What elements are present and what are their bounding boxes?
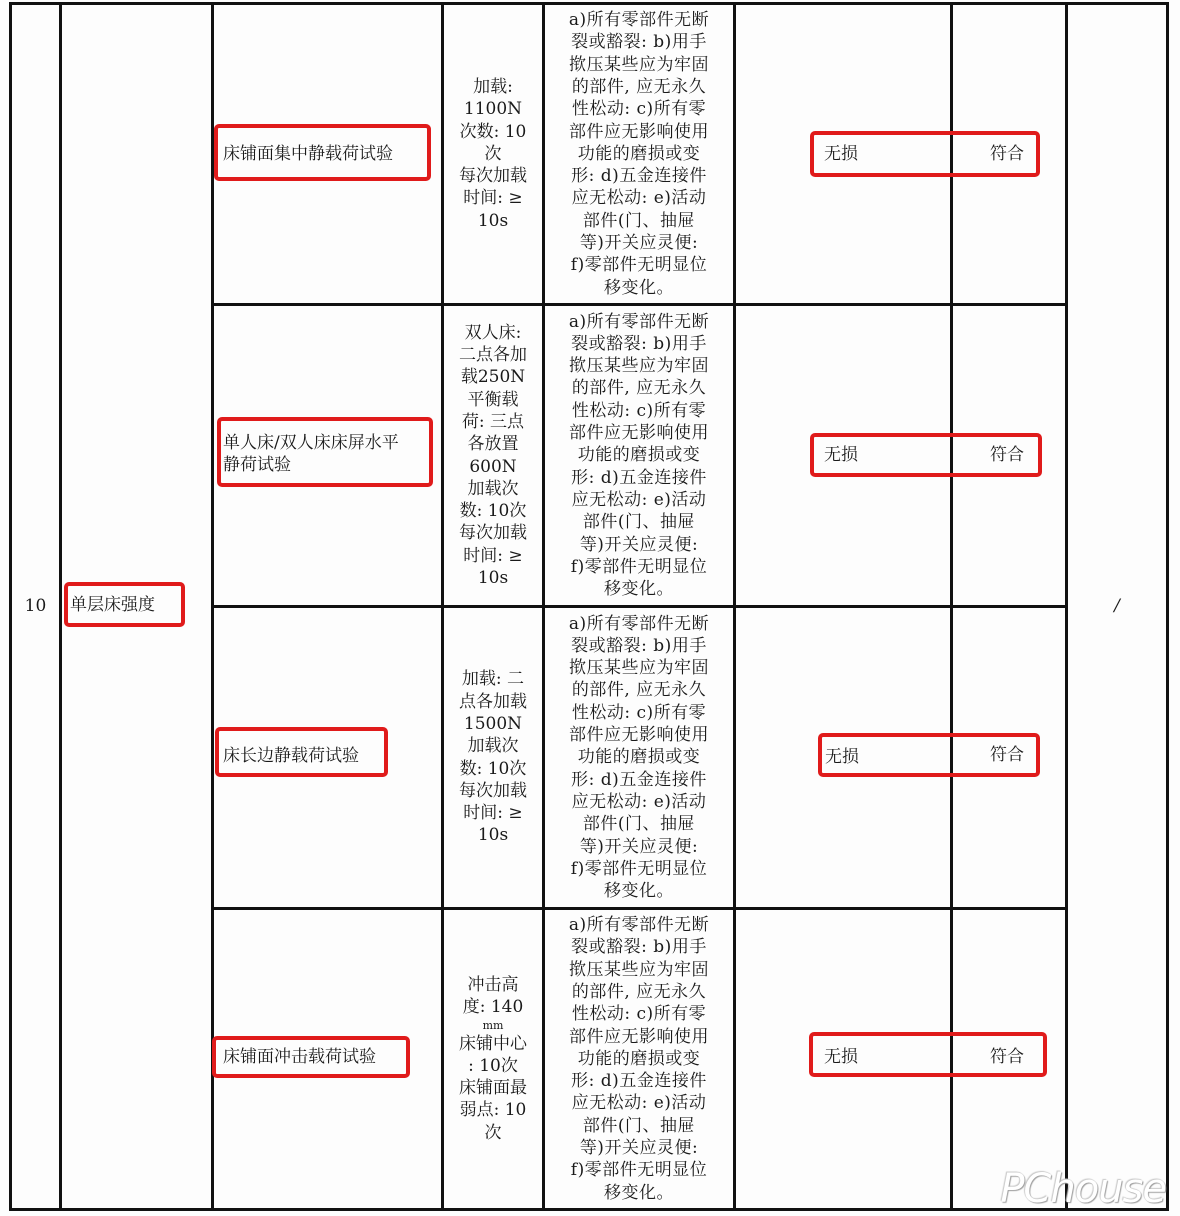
verdict: 符合 (990, 144, 1024, 164)
col-border (1166, 2, 1169, 1211)
test-name-line: 静荷试验 (223, 455, 291, 475)
test-result: 无损 (824, 1047, 858, 1067)
criteria-line: 形: d)五金连接件 (571, 769, 707, 790)
criteria-line: 应无松动: e)活动 (571, 188, 707, 209)
criteria-line: 形: d)五金连接件 (571, 467, 707, 488)
condition-line: 加载次 (467, 478, 519, 499)
criteria-line: f)零部件无明显位 (570, 858, 708, 879)
criteria-line: a)所有零部件无断 (568, 10, 710, 31)
condition-line: 加载: (473, 76, 513, 97)
criteria-line: 的部件, 应无永久 (571, 76, 707, 97)
condition-line: 载250N (460, 367, 526, 388)
item-number: 10 (24, 596, 47, 617)
criteria-line: 功能的磨损或变 (577, 445, 701, 466)
test-name (223, 432, 399, 476)
verdict: 符合 (990, 445, 1024, 465)
condition-line: 每次加载 (459, 523, 527, 544)
criteria-line: 移变化。 (604, 881, 674, 902)
criteria-line: 移变化。 (604, 1182, 674, 1203)
criteria-line: 功能的磨损或变 (577, 747, 701, 768)
test-condition (444, 5, 542, 303)
test-name: 床铺面集中静载荷试验 (223, 144, 393, 164)
remark-cell (1068, 5, 1166, 1208)
item-number-cell (12, 5, 59, 1208)
test-condition (444, 910, 542, 1208)
acceptance-criteria (545, 5, 733, 303)
category-label: 单层床强度 (70, 595, 155, 615)
acceptance-criteria (545, 306, 733, 605)
test-result: 无损 (824, 144, 858, 164)
table-bottom-border (9, 1208, 1169, 1211)
condition-line: 1100N (463, 99, 523, 120)
condition-line: : 10次 (468, 1055, 518, 1076)
condition-line: 床铺中心 (459, 1033, 527, 1054)
condition-line: 1500N (463, 713, 523, 734)
criteria-line: 应无松动: e)活动 (571, 1093, 707, 1114)
condition-line: 二点各加 (459, 345, 527, 366)
criteria-line: 部件(门、抽屉 (582, 814, 696, 835)
condition-line: 时间: ≥ (463, 545, 523, 566)
condition-line: 每次加载 (459, 166, 527, 187)
condition-line: 数: 10次 (459, 758, 527, 779)
criteria-line: 等)开关应灵便: (579, 1138, 699, 1159)
condition-line: 次数: 10 (459, 121, 527, 142)
condition-line: 弱点: 10 (459, 1100, 527, 1121)
criteria-line: 性松动: c)所有零 (571, 1004, 707, 1025)
test-name-line: 单人床/双人床床屏水平 (223, 433, 399, 453)
criteria-line: 部件(门、抽屉 (582, 512, 696, 533)
criteria-line: 部件应无影响使用 (569, 423, 709, 444)
criteria-line: 裂或豁裂: b)用手 (571, 333, 707, 354)
criteria-line: 形: d)五金连接件 (571, 166, 707, 187)
criteria-line: 裂或豁裂: b)用手 (571, 937, 707, 958)
condition-line: 10s (477, 210, 509, 231)
criteria-line: 部件应无影响使用 (569, 121, 709, 142)
criteria-line: 移变化。 (604, 277, 674, 298)
criteria-line: 部件应无影响使用 (569, 1026, 709, 1047)
criteria-line: 性松动: c)所有零 (571, 99, 707, 120)
criteria-line: 功能的磨损或变 (577, 1048, 701, 1069)
criteria-line: 移变化。 (604, 579, 674, 600)
criteria-line: 揿压某些应为牢固 (569, 54, 709, 75)
test-condition (444, 306, 542, 605)
criteria-line: a)所有零部件无断 (568, 915, 710, 936)
criteria-line: a)所有零部件无断 (568, 311, 710, 332)
condition-line: 数: 10次 (459, 501, 527, 522)
criteria-line: 的部件, 应无永久 (571, 378, 707, 399)
criteria-line: 等)开关应灵便: (579, 233, 699, 254)
criteria-line: 揿压某些应为牢固 (569, 356, 709, 377)
criteria-line: 裂或豁裂: b)用手 (571, 635, 707, 656)
criteria-line: 功能的磨损或变 (577, 143, 701, 164)
test-result: 无损 (825, 747, 859, 767)
criteria-line: 的部件, 应无永久 (571, 680, 707, 701)
criteria-line: 性松动: c)所有零 (571, 702, 707, 723)
condition-line: 时间: ≥ (463, 803, 523, 824)
watermark: PChouse (1000, 1166, 1166, 1212)
condition-line: 平衡载 (467, 389, 519, 410)
condition-line: 荷: 三点 (461, 411, 525, 432)
verdict: 符合 (990, 745, 1024, 765)
criteria-line: a)所有零部件无断 (568, 613, 710, 634)
verdict: 符合 (990, 1047, 1024, 1067)
criteria-line: 形: d)五金连接件 (571, 1071, 707, 1092)
condition-line: 双人床: (464, 322, 522, 343)
condition-line: 床铺面最 (459, 1078, 527, 1099)
condition-line: 点各加载 (459, 691, 527, 712)
acceptance-criteria (545, 608, 733, 907)
criteria-line: 裂或豁裂: b)用手 (571, 32, 707, 53)
condition-line: 10s (477, 567, 509, 588)
criteria-line: 揿压某些应为牢固 (569, 959, 709, 980)
condition-line: 加载次 (467, 736, 519, 757)
criteria-line: f)零部件无明显位 (570, 1160, 708, 1181)
condition-line: 600N (469, 456, 517, 477)
condition-line: 加载: 二 (461, 669, 525, 690)
remark-value: / (1114, 596, 1120, 617)
condition-line: 时间: ≥ (463, 188, 523, 209)
criteria-line: 揿压某些应为牢固 (569, 658, 709, 679)
condition-line: 次 (484, 1122, 502, 1143)
criteria-line: 等)开关应灵便: (579, 836, 699, 857)
condition-line: 度: 140 (462, 997, 524, 1018)
test-name: 床铺面冲击载荷试验 (223, 1047, 376, 1067)
criteria-line: f)零部件无明显位 (570, 556, 708, 577)
criteria-line: 应无松动: e)活动 (571, 791, 707, 812)
condition-line: 每次加载 (459, 780, 527, 801)
criteria-line: f)零部件无明显位 (570, 255, 708, 276)
condition-line: 次 (484, 143, 502, 164)
criteria-line: 应无松动: e)活动 (571, 489, 707, 510)
condition-line: 冲击高 (467, 974, 519, 995)
test-name: 床长边静载荷试验 (223, 746, 359, 766)
condition-line: 各放置 (467, 434, 519, 455)
criteria-line: 部件(门、抽屉 (582, 210, 696, 231)
acceptance-criteria (545, 910, 733, 1208)
condition-line: 10s (477, 825, 509, 846)
criteria-line: 部件应无影响使用 (569, 725, 709, 746)
criteria-line: 的部件, 应无永久 (571, 981, 707, 1002)
criteria-line: 等)开关应灵便: (579, 534, 699, 555)
criteria-line: 部件(门、抽屉 (582, 1115, 696, 1136)
condition-line: mm (482, 1018, 504, 1032)
test-result: 无损 (824, 445, 858, 465)
criteria-line: 性松动: c)所有零 (571, 400, 707, 421)
test-condition (444, 608, 542, 907)
